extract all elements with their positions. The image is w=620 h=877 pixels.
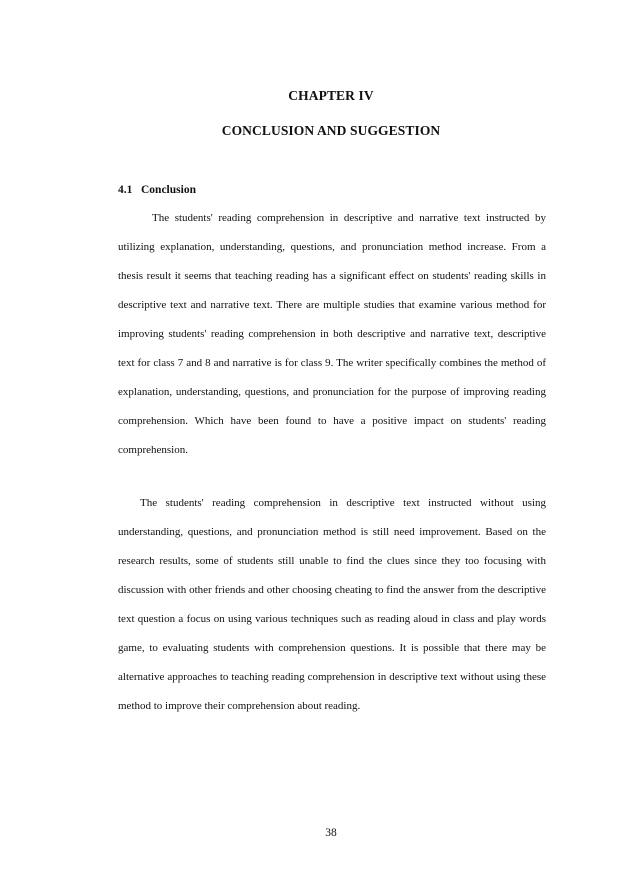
paragraph-conclusion-1: The students' reading comprehension in descriptive and narrative text instructed by utilizing explanation, understanding, questions, and pronunciation method increase. From a thesis result it seems that teaching reading has a significant effect on students' reading skills in descriptive text and narrative text. There are multiple studies that examine various method for improving students' reading comprehension in both descriptive and narrative text, descriptive text for class 7 and 8 and narrative is for class 9. The writer specifically combines the method of explanation, understanding, questions, and pronunciation for the purpose of improving reading comprehension. Which have been found to have a positive impact on students' reading comprehension. [118,212,546,456]
chapter-number: CHAPTER IV [288,88,374,103]
paragraph-conclusion-2: The students' reading comprehension in descriptive text instructed without using understanding, questions, and pronunciation method is still need improvement. Based on the research results, some of students still unable to find the clues since they too focusing with discussion with other friends and other choosing cheating to find the answer from the descriptive text question a focus on using various techniques such as reading aloud in class and play words game, to evaluating students with comprehension questions. It is possible that there may be alternative approaches to teaching reading comprehension in descriptive text without using these method to improve their comprehension about reading. [118,497,546,712]
page-number: 38 [325,827,337,839]
section-heading: 4.1 Conclusion [118,184,196,196]
chapter-title: CONCLUSION AND SUGGESTION [221,123,441,138]
